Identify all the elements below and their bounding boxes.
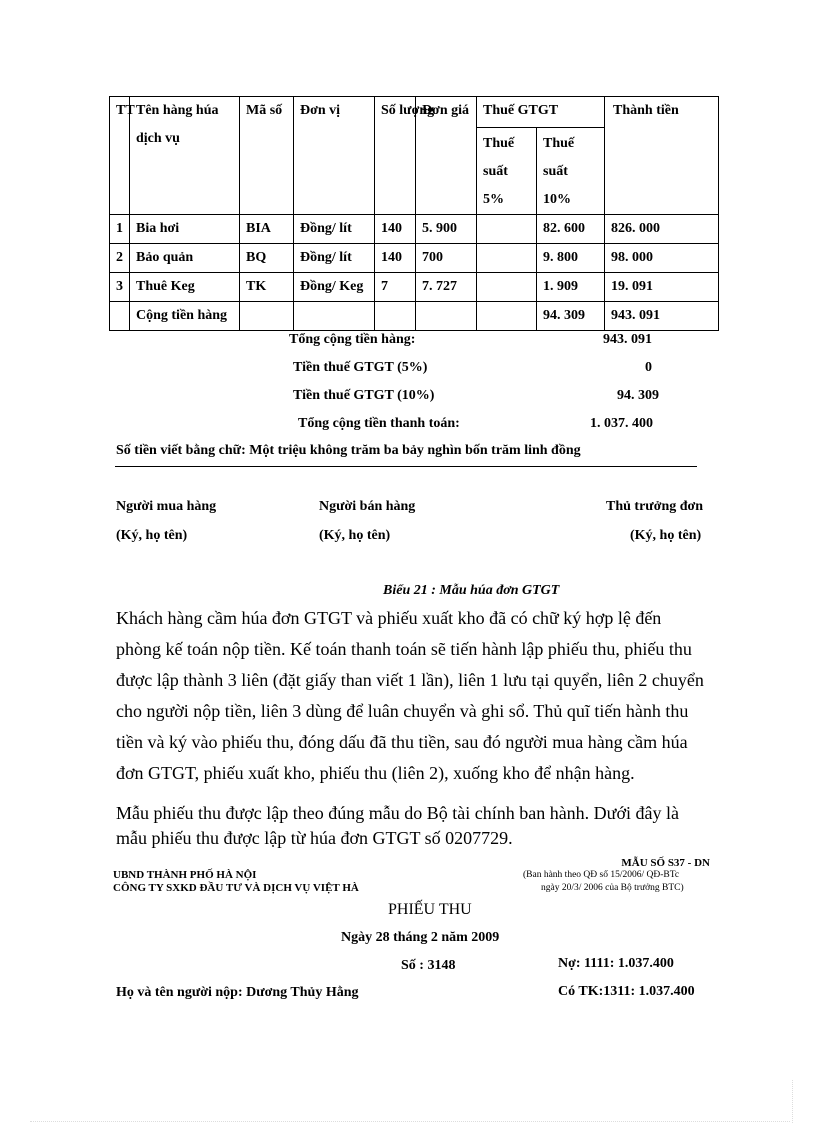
paragraph-line: đơn GTGT, phiếu xuất kho, phiếu thu (liên 2), xuống kho để nhận hàng. bbox=[116, 763, 635, 783]
cell-vat5 bbox=[477, 302, 537, 331]
paragraph-2 bbox=[116, 801, 679, 851]
form-note-1: (Ban hành theo QĐ số 15/2006/ QĐ-BTc bbox=[523, 870, 680, 880]
org-line-1: UBND THÀNH PHỐ HÀ NỘI bbox=[113, 869, 257, 881]
cell-name: Bia hơi bbox=[130, 215, 240, 244]
cell-vat5 bbox=[477, 244, 537, 273]
header-tt: TT bbox=[110, 97, 130, 215]
header-vat: Thuế GTGT bbox=[477, 97, 605, 128]
cell-unit: Đồng/ lít bbox=[294, 215, 375, 244]
table-row bbox=[110, 273, 719, 302]
paragraph-line: phòng kế toán nộp tiền. Kế toán thanh toán sẽ tiến hành lập phiếu thu, phiếu thu bbox=[116, 639, 692, 659]
goods-total-label: Tổng cộng tiền hàng: bbox=[289, 332, 416, 347]
page-border-right bbox=[792, 1080, 793, 1123]
cell-code bbox=[240, 302, 294, 331]
cell-qty: 140 bbox=[375, 244, 416, 273]
cell-name: Bảo quản bbox=[130, 244, 240, 273]
paragraph-line: Khách hàng cầm húa đơn GTGT và phiếu xuất kho đã có chữ ký hợp lệ đến bbox=[116, 608, 662, 628]
cell-vat5 bbox=[477, 215, 537, 244]
payment-label: Tổng cộng tiền thanh toán: bbox=[298, 416, 460, 431]
header-vat10: Thuế suất 10% bbox=[537, 128, 605, 215]
org-line-2: CÔNG TY SXKD ĐẦU TƯ VÀ DỊCH VỤ VIỆT HÀ bbox=[113, 882, 359, 894]
cell-vat10: 82. 600 bbox=[537, 215, 605, 244]
cell-name: Thuê Keg bbox=[130, 273, 240, 302]
cell-vat10: 9. 800 bbox=[537, 244, 605, 273]
paragraph-1 bbox=[116, 603, 704, 789]
paragraph-line: cho người nộp tiền, liên 3 dùng để luân chuyển và ghi sổ. Thủ quĩ tiến hành thu bbox=[116, 701, 689, 721]
cell-price: 7. 727 bbox=[416, 273, 477, 302]
sum-label: Cộng tiền hàng bbox=[130, 302, 240, 331]
seller-label: Người bán hàng bbox=[319, 499, 416, 514]
table-sum-row bbox=[110, 302, 719, 331]
header-code: Mã số bbox=[240, 97, 294, 215]
header-name: Tên hàng húa dịch vụ bbox=[130, 97, 240, 215]
cell-unit: Đồng/ lít bbox=[294, 244, 375, 273]
cell-tt: 2 bbox=[110, 244, 130, 273]
header-price: Đơn giá bbox=[416, 97, 477, 215]
receipt-date: Ngày 28 tháng 2 năm 2009 bbox=[341, 930, 500, 945]
cell-total: 19. 091 bbox=[605, 273, 719, 302]
header-total: Thành tiền bbox=[605, 97, 719, 215]
cell-unit bbox=[294, 302, 375, 331]
buyer-sign-note: (Ký, họ tên) bbox=[116, 528, 188, 543]
head-label: Thủ trưởng đơn bbox=[606, 499, 704, 514]
cell-qty: 140 bbox=[375, 215, 416, 244]
table-row bbox=[110, 244, 719, 273]
payment-value: 1. 037. 400 bbox=[590, 416, 653, 431]
buyer-label: Người mua hàng bbox=[116, 499, 217, 514]
cell-price: 700 bbox=[416, 244, 477, 273]
receipt-debit: Nợ: 1111: 1.037.400 bbox=[558, 956, 674, 971]
seller-sign-note: (Ký, họ tên) bbox=[319, 528, 391, 543]
paragraph-line: mẫu phiếu thu được lập từ húa đơn GTGT số 0207729. bbox=[116, 828, 513, 848]
paragraph-line: được lập thành 3 liên (đặt giấy than viết 1 lần), liên 1 lưu tại quyển, liên 2 chuyển bbox=[116, 670, 704, 690]
form-code: MẪU SỐ S37 - DN bbox=[621, 857, 710, 869]
cell-vat10: 1. 909 bbox=[537, 273, 605, 302]
head-sign-note: (Ký, họ tên) bbox=[630, 528, 702, 543]
cell-total: 826. 000 bbox=[605, 215, 719, 244]
vat5-value: 0 bbox=[645, 360, 652, 375]
table-row bbox=[110, 215, 719, 244]
receipt-credit: Có TK:1311: 1.037.400 bbox=[558, 984, 695, 999]
vat5-label: Tiền thuế GTGT (5%) bbox=[293, 360, 428, 375]
cell-tt: 3 bbox=[110, 273, 130, 302]
cell-qty bbox=[375, 302, 416, 331]
cell-vat5 bbox=[477, 273, 537, 302]
cell-code: BIA bbox=[240, 215, 294, 244]
amount-in-words: Số tiền viết bằng chữ: Một triệu không trăm ba bảy nghìn bốn trăm linh đồng bbox=[116, 443, 581, 458]
receipt-number: Số : 3148 bbox=[401, 958, 456, 973]
receipt-payer: Họ và tên người nộp: Dương Thủy Hằng bbox=[116, 985, 359, 1000]
vat10-value: 94. 309 bbox=[617, 388, 659, 403]
paragraph-line: Mẫu phiếu thu được lập theo đúng mẫu do Bộ tài chính ban hành. Dưới đây là bbox=[116, 803, 679, 823]
header-unit: Đơn vị bbox=[294, 97, 375, 215]
cell-price: 5. 900 bbox=[416, 215, 477, 244]
invoice-table bbox=[109, 96, 719, 331]
header-qty: Số lượng bbox=[375, 97, 416, 215]
page-border-bottom bbox=[30, 1121, 790, 1122]
form-note-2: ngày 20/3/ 2006 của Bộ trưởng BTC) bbox=[541, 883, 684, 893]
goods-total-value: 943. 091 bbox=[603, 332, 652, 347]
receipt-title: PHIẾU THU bbox=[388, 901, 472, 918]
paragraph-line: tiền và ký vào phiếu thu, đóng dấu đã thu tiền, sau đó người mua hàng cầm húa bbox=[116, 732, 688, 752]
caption: Biểu 21 : Mẫu húa đơn GTGT bbox=[383, 583, 560, 598]
header-vat5: Thuế suất 5% bbox=[477, 128, 537, 215]
table-header-row bbox=[110, 97, 719, 128]
cell-tt bbox=[110, 302, 130, 331]
cell-total: 98. 000 bbox=[605, 244, 719, 273]
vat10-label: Tiền thuế GTGT (10%) bbox=[293, 388, 435, 403]
cell-code: BQ bbox=[240, 244, 294, 273]
cell-unit: Đồng/ Keg bbox=[294, 273, 375, 302]
cell-code: TK bbox=[240, 273, 294, 302]
sum-vat10: 94. 309 bbox=[537, 302, 605, 331]
cell-qty: 7 bbox=[375, 273, 416, 302]
sum-total: 943. 091 bbox=[605, 302, 719, 331]
cell-price bbox=[416, 302, 477, 331]
divider-line bbox=[115, 466, 697, 467]
cell-tt: 1 bbox=[110, 215, 130, 244]
